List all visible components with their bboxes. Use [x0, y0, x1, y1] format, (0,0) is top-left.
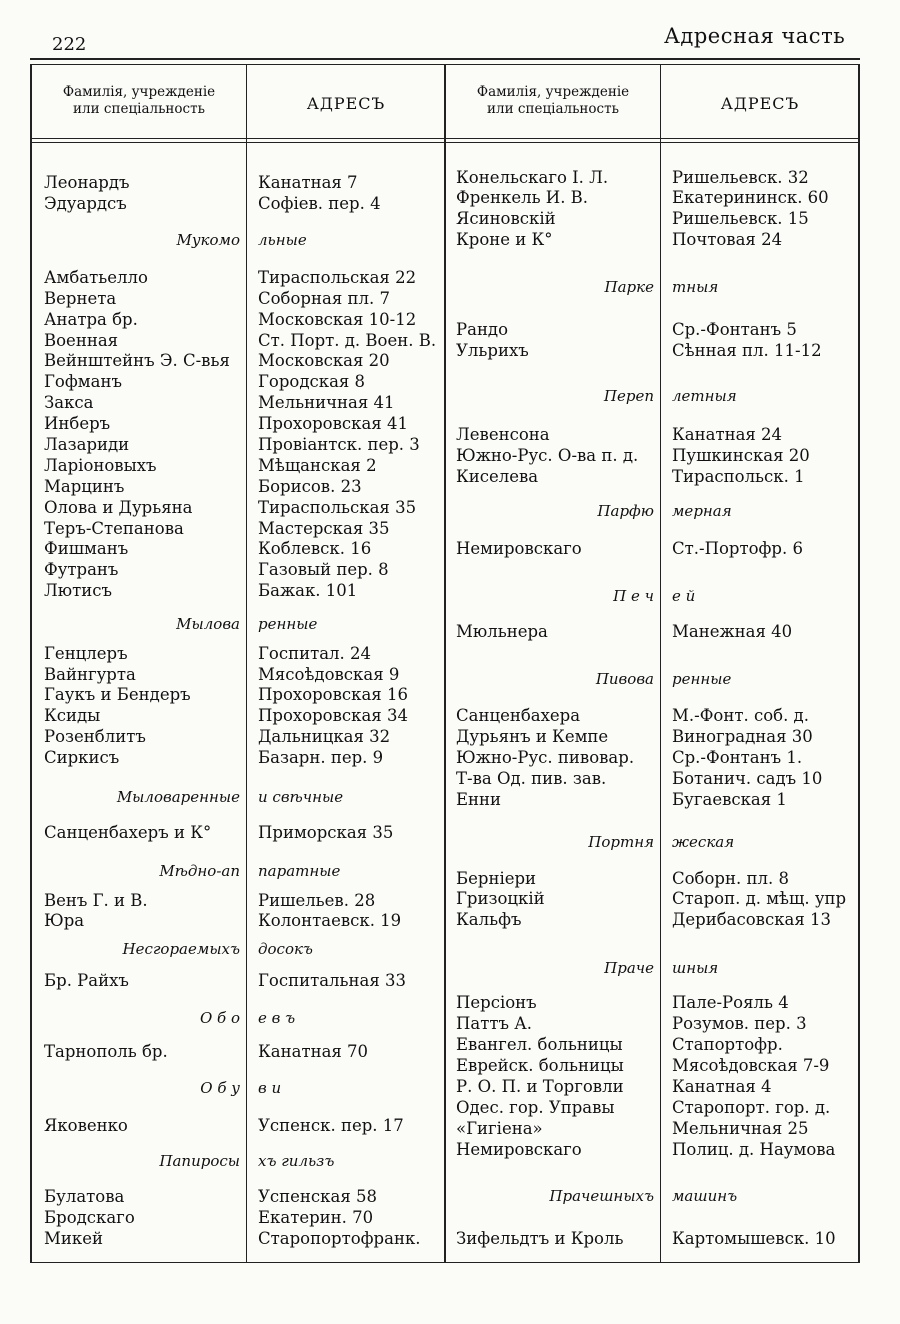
entry-name: Теръ-Степанова [44, 519, 184, 538]
category-heading-part-2: е й [672, 587, 696, 605]
entry-name: Булатова [44, 1187, 125, 1206]
header-line-1: Фамилія, учрежденіе [62, 84, 216, 100]
category-heading-part-1: Папиросы [159, 1152, 240, 1170]
entry-address: Газовый пер. 8 [258, 560, 389, 579]
category-heading-part-2: льные [258, 231, 307, 249]
entry-address: Ср.-Фонтанъ 5 [672, 320, 797, 339]
category-heading-part-1: Портня [588, 833, 654, 851]
entry-address: Мясоѣдовская 7-9 [672, 1056, 830, 1075]
category-heading-part-1: Несгораемыхъ [122, 940, 240, 958]
category-heading-part-2: и свѣчные [258, 788, 344, 806]
entry-address: Софіев. пер. 4 [258, 194, 381, 213]
entry-name: Амбатьелло [44, 268, 148, 287]
entry-name: Леонардъ [44, 173, 130, 192]
entry-name: Персіонъ [456, 993, 537, 1012]
entry-name: Яковенко [44, 1116, 128, 1135]
entry-address: Почтовая 24 [672, 230, 783, 249]
category-heading-part-1: Парке [604, 278, 654, 296]
entry-address: Ср.-Фонтанъ 1. [672, 748, 803, 767]
entry-address: Пушкинская 20 [672, 446, 810, 465]
entry-name: Левенсона [456, 425, 550, 444]
header-line-2: или спеціальность [73, 101, 205, 117]
entry-address: Базарн. пер. 9 [258, 748, 384, 767]
entry-name: Санценбахера [456, 706, 581, 725]
header-line-1: Фамилія, учрежденіе [476, 84, 630, 100]
category-heading-part-1: О б у [200, 1079, 240, 1097]
category-heading-part-2: паратные [258, 862, 341, 880]
entry-address: Розумов. пер. 3 [672, 1014, 807, 1033]
entry-name: Генцлеръ [44, 644, 128, 663]
category-heading-part-1: Мукомо [176, 231, 240, 249]
entry-name: Мюльнера [456, 622, 548, 641]
entry-address: Прохоровская 16 [258, 685, 408, 704]
running-title: Адресная часть [664, 24, 846, 48]
entry-address: Екатерининск. 60 [672, 188, 829, 207]
entry-address: Канатная 70 [258, 1042, 369, 1061]
category-heading-part-2: в и [258, 1079, 282, 1097]
entry-address: Старопорт. гор. д. [672, 1098, 831, 1117]
entry-address: Московская 20 [258, 351, 390, 370]
entry-name: Лазариди [44, 435, 130, 454]
entry-address: Картомышевск. 10 [672, 1229, 836, 1248]
entry-name: Рандо [456, 320, 509, 339]
entry-address: Полиц. д. Наумова [672, 1140, 836, 1159]
entry-address: Колонтаевск. 19 [258, 911, 402, 930]
entry-address: Мельничная 41 [258, 393, 395, 412]
category-heading-part-1: О б о [199, 1009, 240, 1027]
entry-name: Зифельдтъ и Кроль [456, 1229, 624, 1248]
entry-address: Старопортофранк. [258, 1229, 421, 1248]
entry-address: Ст. Порт. д. Воен. В. [258, 331, 437, 350]
entry-name: Венъ Г. и В. [44, 891, 148, 910]
entry-address: Ришельевск. 15 [672, 209, 809, 228]
entry-address: Прохоровская 34 [258, 706, 408, 725]
category-heading-part-1: П е ч [613, 587, 654, 605]
entry-name: Футранъ [44, 560, 119, 579]
entry-name: Енни [456, 790, 502, 809]
entry-name: Инберъ [44, 414, 111, 433]
entry-name: Еврейск. больницы [456, 1056, 624, 1075]
entry-name: Кальфъ [456, 910, 522, 929]
entry-address: Дерибасовская 13 [672, 910, 832, 929]
entry-address: Провіантск. пер. 3 [258, 435, 420, 454]
entry-name: Ларіоновыхъ [44, 456, 157, 475]
col-line-outer-left [30, 64, 32, 1263]
entry-address: Прохоровская 41 [258, 414, 408, 433]
entry-name: Южно-Рус. пивовар. [456, 748, 635, 767]
entry-address: Городская 8 [258, 372, 366, 391]
entry-address: Мѣщанская 2 [258, 456, 377, 475]
entry-name: Киселева [456, 467, 539, 486]
entry-name: Олова и Дурьяна [44, 498, 193, 517]
entry-address: Борисов. 23 [258, 477, 362, 496]
category-heading-part-1: Пивова [595, 670, 654, 688]
entry-name: Ульрихъ [456, 341, 529, 360]
category-heading-part-2: хъ гильзъ [258, 1152, 335, 1170]
entry-name: Одес. гор. Управы [456, 1098, 615, 1117]
entry-address: Манежная 40 [672, 622, 793, 641]
category-heading-part-1: Праче [604, 959, 654, 977]
entry-address: Виноградная 30 [672, 727, 813, 746]
entry-address: Ришельев. 28 [258, 891, 376, 910]
entry-address: Тираспольская 35 [258, 498, 417, 517]
entry-name: Немировскаго [456, 539, 582, 558]
entry-address: Екатерин. 70 [258, 1208, 374, 1227]
entry-name: Вайнгурта [44, 665, 136, 684]
entry-name: Берніери [456, 869, 537, 888]
entry-name: Немировскаго [456, 1140, 582, 1159]
left-address-header: АДРЕСЪ [306, 94, 386, 113]
category-heading-part-2: жеская [672, 833, 735, 851]
entry-address: Госпитальная 33 [258, 971, 407, 990]
entry-address: Успенская 58 [258, 1187, 377, 1206]
category-heading-part-2: летныя [672, 387, 737, 405]
category-heading-part-2: тныя [672, 278, 719, 296]
entry-name: Ясиновскій [456, 209, 556, 228]
category-heading-part-2: машинъ [672, 1187, 738, 1205]
entry-address: Мельничная 25 [672, 1119, 809, 1138]
entry-address: Староп. д. мѣщ. упр [672, 889, 847, 908]
entry-name: Южно-Рус. О-ва п. д. [456, 446, 639, 465]
entry-address: Канатная 24 [672, 425, 783, 444]
entry-address: Канатная 7 [258, 173, 358, 192]
entry-name: Евангел. больницы [456, 1035, 623, 1054]
entry-name: Конельскаго I. Л. [456, 168, 609, 187]
entry-name: Вейнштейнъ Э. С-вья [44, 351, 230, 370]
category-heading-part-2: ренные [672, 670, 732, 688]
entry-address: Мастерская 35 [258, 519, 390, 538]
entry-name: Анатра бр. [44, 310, 138, 329]
col-line-mid [444, 64, 446, 1263]
entry-name: «Гигіена» [456, 1119, 543, 1138]
entry-name: Санценбахеръ и К° [44, 823, 212, 842]
entry-address: Бажак. 101 [258, 581, 358, 600]
entry-address: Коблевск. 16 [258, 539, 372, 558]
entry-name: Т-ва Од. пив. зав. [456, 769, 607, 788]
entry-name: Закса [44, 393, 94, 412]
entry-address: М.-Фонт. соб. д. [672, 706, 809, 725]
entry-name: Френкель И. В. [456, 188, 589, 207]
category-heading-part-1: Прачешныхъ [549, 1187, 654, 1205]
entry-name: Микей [44, 1229, 103, 1248]
entry-name: Бродскаго [44, 1208, 135, 1227]
entry-name: Р. О. П. и Торговли [456, 1077, 624, 1096]
entry-address: Госпитал. 24 [258, 644, 372, 663]
entry-address: Пале-Рояль 4 [672, 993, 789, 1012]
left-name-header [34, 84, 244, 118]
right-address-header: АДРЕСЪ [720, 94, 800, 113]
category-heading-part-1: Переп [603, 387, 654, 405]
category-heading-part-1: Мылова [176, 615, 240, 633]
col-line-1 [246, 64, 247, 1263]
entry-address: Мясоѣдовская 9 [258, 665, 400, 684]
entry-address: Соборн. пл. 8 [672, 869, 789, 888]
entry-name: Кроне и К° [456, 230, 553, 249]
entry-name: Гофманъ [44, 372, 122, 391]
entry-name: Марцинъ [44, 477, 125, 496]
entry-name: Тарнополь бр. [44, 1042, 168, 1061]
entry-name: Вернета [44, 289, 117, 308]
entry-address: Соборная пл. 7 [258, 289, 390, 308]
page-number: 222 [52, 34, 87, 55]
entry-address: Канатная 4 [672, 1077, 772, 1096]
entry-address: Ришельевск. 32 [672, 168, 809, 187]
entry-address: Сѣнная пл. 11-12 [672, 341, 822, 360]
entry-name: Ксиды [44, 706, 101, 725]
entry-name: Лютисъ [44, 581, 112, 600]
entry-address: Бугаевская 1 [672, 790, 787, 809]
entry-address: Московская 10-12 [258, 310, 417, 329]
entry-address: Приморская 35 [258, 823, 394, 842]
category-heading-part-1: Парфю [597, 502, 654, 520]
right-name-header [448, 84, 658, 118]
col-line-outer-right [858, 64, 860, 1263]
entry-name: Эдуардсъ [44, 194, 127, 213]
entry-address: Ст.-Портофр. 6 [672, 539, 803, 558]
header-line-2: или спеціальность [487, 101, 619, 117]
entry-name: Фишманъ [44, 539, 129, 558]
entry-name: Дурьянъ и Кемпе [456, 727, 609, 746]
entry-name: Гаукъ и Бендеръ [44, 685, 191, 704]
entry-name: Розенблитъ [44, 727, 146, 746]
entry-address: Дальницкая 32 [258, 727, 391, 746]
entry-address: Тираспольск. 1 [672, 467, 805, 486]
category-heading-part-2: е в ъ [258, 1009, 296, 1027]
entry-name: Юра [44, 911, 85, 930]
top-rule [30, 58, 860, 60]
col-line-3 [660, 64, 661, 1263]
entry-name: Бр. Райхъ [44, 971, 129, 990]
entry-name: Сиркисъ [44, 748, 120, 767]
category-heading-part-2: мерная [672, 502, 732, 520]
category-heading-part-1: Мѣдно-ап [159, 862, 240, 880]
entry-name: Военная [44, 331, 119, 350]
entry-address: Стапортофр. [672, 1035, 783, 1054]
entry-name: Гризоцкій [456, 889, 545, 908]
category-heading-part-1: Мыловаренные [116, 788, 240, 806]
entry-name: Паттъ А. [456, 1014, 532, 1033]
entry-address: Тираспольская 22 [258, 268, 417, 287]
entry-address: Успенск. пер. 17 [258, 1116, 404, 1135]
category-heading-part-2: шныя [672, 959, 719, 977]
category-heading-part-2: ренные [258, 615, 318, 633]
entry-address: Ботанич. садъ 10 [672, 769, 823, 788]
category-heading-part-2: досокъ [258, 940, 313, 958]
